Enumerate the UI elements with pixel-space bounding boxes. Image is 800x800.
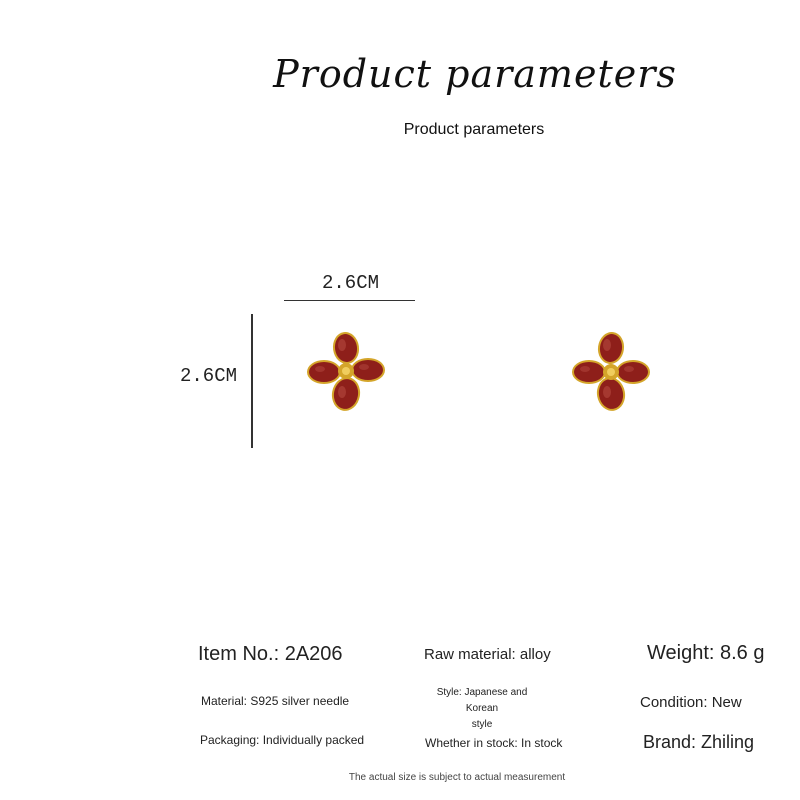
spec-packaging: Packaging: Individually packed	[200, 733, 365, 747]
width-dimension-line	[284, 300, 415, 301]
spec-weight: Weight: 8.6 g	[647, 642, 765, 664]
spec-raw-material: Raw material: alloy	[424, 646, 551, 663]
footer-note: The actual size is subject to actual measurement	[348, 772, 566, 783]
page-title: Product parameters	[273, 52, 677, 96]
spec-style: Style: Japanese and Korean style	[436, 687, 528, 730]
width-dimension-label: 2.6CM	[322, 272, 380, 294]
spec-item-no: Item No.: 2A206	[198, 643, 343, 665]
spec-brand: Brand: Zhiling	[643, 732, 755, 752]
page-subtitle: Product parameters	[403, 121, 545, 138]
spec-material: Material: S925 silver needle	[201, 694, 350, 708]
height-dimension-line	[251, 314, 253, 448]
spec-condition: Condition: New	[640, 694, 742, 711]
earring-left-image	[302, 328, 388, 416]
height-dimension-label: 2.6CM	[180, 365, 238, 387]
earring-right-image	[569, 328, 655, 416]
spec-stock: Whether in stock: In stock	[425, 736, 563, 750]
